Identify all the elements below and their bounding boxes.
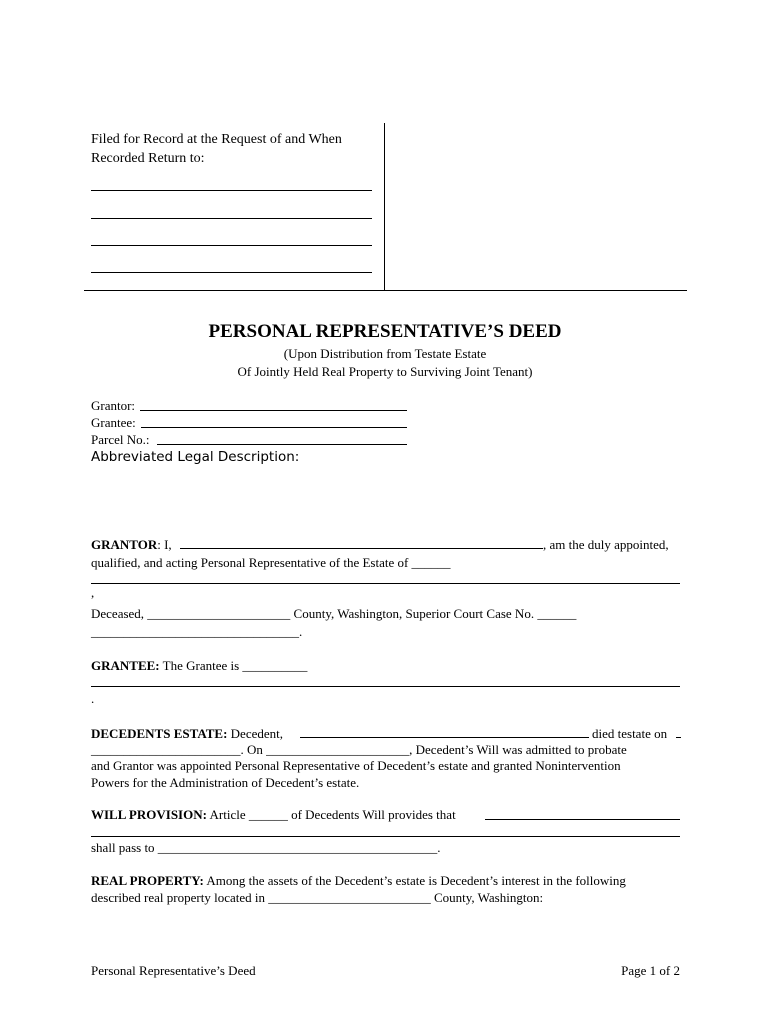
grantor-text-a: : I, [157,537,172,552]
grantee-name-field[interactable] [91,686,680,687]
will-text: Article ______ of Decedents Will provides that [209,807,456,822]
decedent-name-field[interactable] [300,737,589,738]
real-property-heading: REAL PROPERTY: [91,873,204,888]
deed-subtitle-2: Of Jointly Held Real Property to Surviving Joint Tenant) [237,364,533,379]
grantor-name-field[interactable] [180,548,543,549]
estate-name-field[interactable] [91,583,680,584]
grantor-label: Grantor: [91,398,136,413]
decedents-text-4: Powers for the Administration of Decedent’s estate. [91,775,360,790]
return-address-line-4[interactable] [91,272,372,273]
grantor-heading: GRANTOR [91,537,158,552]
real-property-text-1: Among the assets of the Decedent’s estate is Decedent’s interest in the following [206,873,626,888]
grantee-period: . [91,691,95,706]
return-address-line-1[interactable] [91,190,372,191]
footer-title: Personal Representative’s Deed [91,963,256,978]
will-provision-field-1[interactable] [485,819,680,820]
will-paragraph-start [91,806,456,823]
parcel-label: Parcel No.: [91,432,150,447]
grantee-label: Grantee: [91,415,136,430]
grantor-paragraph-start [91,536,172,553]
grantor-text-2: qualified, and acting Personal Representative of the Estate of ______ [91,555,451,570]
grantor-field[interactable] [140,410,407,411]
grantee-paragraph [91,657,307,674]
will-heading: WILL PROVISION: [91,807,207,822]
return-address-line-3[interactable] [91,245,372,246]
legal-description-label: Abbreviated Legal Description: [91,449,300,465]
decedents-text-b: died testate on [592,726,668,741]
decedents-paragraph-start [91,725,283,742]
grantee-heading: GRANTEE: [91,658,160,673]
grantor-text-4: ________________________________. [91,624,303,639]
decedents-text-2: _______________________. On ______________________, Decedent’s Will was admitted to probate [91,742,627,757]
grantor-text-b: , am the duly appointed, [543,537,669,552]
grantor-comma: , [91,585,95,600]
recording-request-line2: Recorded Return to: [91,151,205,166]
grantee-text: The Grantee is __________ [162,658,308,673]
parcel-field[interactable] [157,444,407,445]
will-provision-field-2[interactable] [91,836,680,837]
will-text-3: shall pass to ___________________________________________. [91,840,441,855]
return-address-line-2[interactable] [91,218,372,219]
deed-title: PERSONAL REPRESENTATIVE’S DEED [208,321,562,342]
recording-box-divider [384,123,385,290]
recording-request-line1: Filed for Record at the Request of and When [91,132,342,147]
deed-subtitle-1: (Upon Distribution from Testate Estate [283,346,487,361]
grantee-field[interactable] [141,427,407,428]
death-date-field[interactable] [676,737,681,738]
grantor-text-3: Deceased, ______________________ County, Washington, Superior Court Case No. ______ [91,606,577,621]
decedents-heading: DECEDENTS ESTATE: [91,726,228,741]
page-number: Page 1 of 2 [621,963,680,978]
decedents-text-a: Decedent, [230,726,284,741]
real-property-text-2: described real property located in _________________________ County, Washington: [91,890,544,905]
decedents-text-3: and Grantor was appointed Personal Representative of Decedent’s estate and granted Nonintervention [91,758,621,773]
real-property-paragraph-start [91,872,626,889]
recording-box-base-line [84,290,687,291]
